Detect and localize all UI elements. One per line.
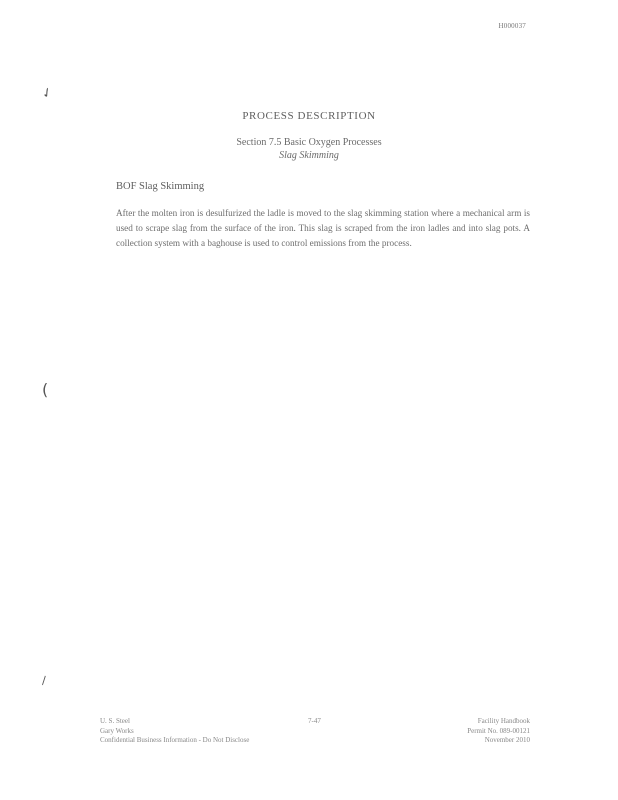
- footer-right: [467, 717, 530, 746]
- content-heading: BOF Slag Skimming: [116, 181, 205, 192]
- page-title: PROCESS DESCRIPTION: [242, 110, 376, 122]
- margin-slash-mark: \: [38, 674, 50, 687]
- document-id: H000037: [498, 22, 526, 30]
- footer-facility: Gary Works: [100, 726, 134, 735]
- footer-left: [100, 717, 249, 746]
- margin-bracket-mark: (: [42, 380, 49, 399]
- footer-handbook: Facility Handbook: [477, 717, 530, 725]
- footer-date: November 2010: [484, 736, 530, 744]
- page-number: 7-47: [308, 717, 321, 725]
- footer-permit: Permit No. 089-00121: [467, 726, 530, 735]
- body-paragraph: After the molten iron is desulfurized the ladle is moved to the slag skimming station where a mechanical arm is used to scrape slag from the surface of the iron. This slag is scraped from the iron ladles and into slag pots. A collection system with a baghouse is used to control emissions from the process.: [116, 208, 530, 248]
- margin-check-mark: ✓: [38, 84, 56, 103]
- section-title: Section 7.5 Basic Oxygen Processes: [236, 137, 382, 148]
- subsection-title: Slag Skimming: [279, 150, 339, 161]
- footer-company: U. S. Steel: [100, 717, 130, 725]
- footer-confidential: Confidential Business Information - Do Not Disclose: [100, 736, 250, 744]
